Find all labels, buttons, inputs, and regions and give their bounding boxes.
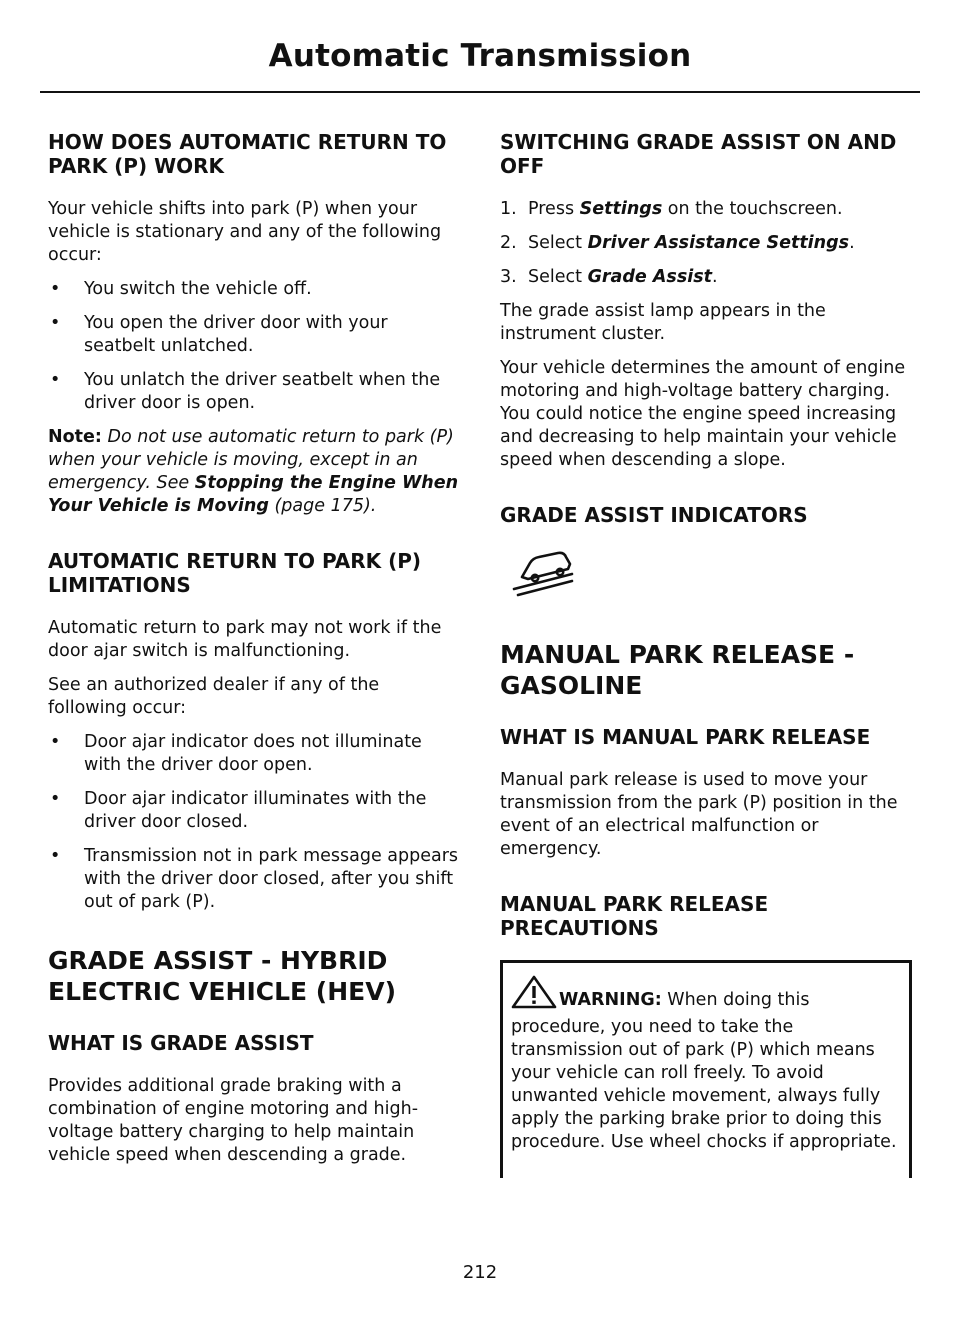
- list-item: • Transmission not in park message appears with the driver door closed, after you shift out of park (P).: [48, 845, 460, 914]
- paragraph: Your vehicle determines the amount of engine motoring and high-voltage battery charging. You could notice the engine speed increasing and decreasing to help maintain your vehicle speed when descending a slope.: [500, 358, 906, 470]
- ui-term: Driver Assistance Settings: [587, 233, 850, 253]
- paragraph: Automatic return to park may not work if the door ajar switch is malfunctioning.: [48, 618, 442, 661]
- paragraph: Manual park release is used to move your transmission from the park (P) position in the event of an electrical malfunction or emergency.: [500, 770, 898, 859]
- page-title: Automatic Transmission: [268, 38, 692, 74]
- section-heading-precautions: MANUAL PARK RELEASE PRECAUTIONS: [500, 892, 769, 940]
- section-heading-switching-grade-assist: SWITCHING GRADE ASSIST ON AND OFF: [500, 130, 897, 178]
- ui-term: Settings: [579, 199, 663, 219]
- list-item: • You switch the vehicle off.: [48, 278, 460, 301]
- step-item: 1. Press Settings on the touchscreen.: [500, 199, 843, 219]
- note: [48, 426, 460, 518]
- section-heading-how-return-to-park: HOW DOES AUTOMATIC RETURN TO PARK (P) WORK: [48, 130, 447, 178]
- list-item: • Door ajar indicator illuminates with the driver door closed.: [48, 788, 460, 834]
- warning-box: [500, 960, 912, 1178]
- bullet-list: [48, 731, 460, 914]
- bullet-list: [48, 278, 460, 415]
- note-label: Note:: [48, 427, 102, 447]
- warning-text: When doing this procedure, you need to take the transmission out of park (P) which means your vehicle can roll freely. To avoid unwanted vehicle movement, always fully apply the parking brake prior to doing this procedure. Use wheel chocks if appropriate.: [511, 990, 897, 1152]
- chapter-heading-grade-assist: GRADE ASSIST - HYBRID ELECTRIC VEHICLE (HEV): [48, 946, 396, 1006]
- list-item: • You unlatch the driver seatbelt when the driver door is open.: [48, 369, 460, 415]
- cross-reference-link[interactable]: Stopping the Engine When Your Vehicle is Moving: [48, 473, 459, 516]
- grade-assist-icon: [508, 547, 912, 613]
- step-number: 3.: [500, 267, 517, 287]
- ui-term: Grade Assist: [587, 267, 713, 287]
- paragraph: Your vehicle shifts into park (P) when your vehicle is stationary and any of the following occur:: [48, 199, 442, 265]
- page-header: [40, 38, 920, 74]
- paragraph: See an authorized dealer if any of the following occur:: [48, 675, 380, 718]
- step-number: 2.: [500, 233, 517, 253]
- step-item: 2. Select Driver Assistance Settings.: [500, 233, 855, 253]
- note-page-reference: (page 175).: [274, 496, 377, 516]
- section-heading-what-is-grade-assist: WHAT IS GRADE ASSIST: [48, 1031, 314, 1055]
- list-item: • You open the driver door with your seatbelt unlatched.: [48, 312, 460, 358]
- section-heading-grade-assist-indicators: GRADE ASSIST INDICATORS: [500, 503, 808, 527]
- paragraph: Provides additional grade braking with a combination of engine motoring and high-voltage battery charging to help maintain vehicle speed when descending a grade.: [48, 1076, 419, 1165]
- chapter-heading-manual-park-release: MANUAL PARK RELEASE - GASOLINE: [500, 640, 855, 700]
- list-item: • Door ajar indicator does not illuminate with the driver door open.: [48, 731, 460, 777]
- warning-label: WARNING:: [559, 990, 662, 1010]
- section-heading-limitations: AUTOMATIC RETURN TO PARK (P) LIMITATIONS: [48, 549, 422, 597]
- step-item: 3. Select Grade Assist.: [500, 267, 718, 287]
- paragraph: The grade assist lamp appears in the instrument cluster.: [500, 301, 826, 344]
- header-divider: [40, 91, 920, 93]
- left-column: [48, 130, 460, 1178]
- step-number: 1.: [500, 199, 517, 219]
- page-number: 212: [462, 1262, 498, 1283]
- warning-triangle-icon: [511, 975, 557, 1016]
- note-text: Do not use automatic return to park (P) when your vehicle is moving, except in an emergency. See: [48, 427, 454, 493]
- numbered-steps: [500, 198, 912, 289]
- right-column: [500, 130, 912, 1178]
- section-heading-what-is-manual-park-release: WHAT IS MANUAL PARK RELEASE: [500, 725, 871, 749]
